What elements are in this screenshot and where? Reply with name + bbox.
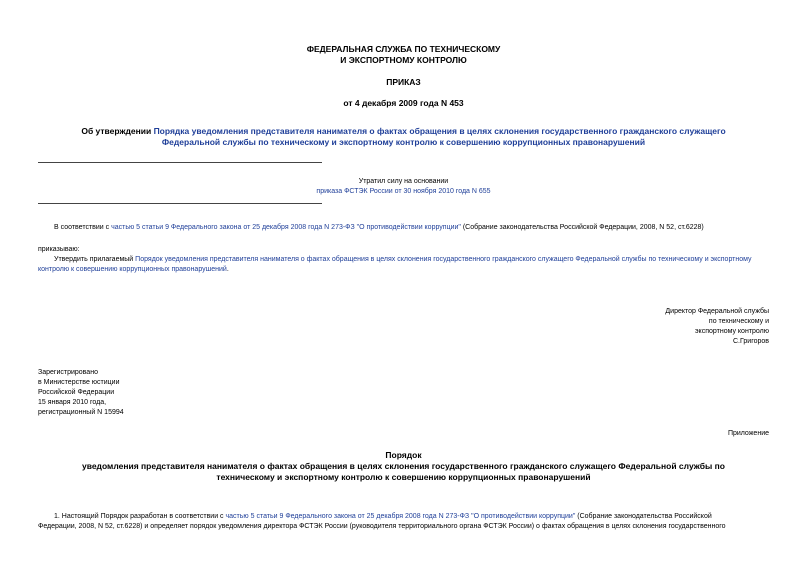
doc-type: ПРИКАЗ [386, 77, 421, 87]
order-word: приказываю: [38, 246, 80, 253]
agency-line-1: ФЕДЕРАЛЬНАЯ СЛУЖБА ПО ТЕХНИЧЕСКОМУ [306, 44, 501, 54]
divider-bottom [38, 203, 322, 204]
appendix-law-link[interactable]: частью 5 статьи 9 Федерального закона от 25 декабря 2008 года N 273-ФЗ "О противодействии коррупции" [225, 513, 576, 520]
signature-line-2: по техническому и [708, 318, 769, 325]
signature-line-1: Директор Федеральной службы [665, 308, 769, 315]
appendix-label: Приложение [727, 430, 769, 437]
repeal-link[interactable]: приказа ФСТЭК России от 30 ноября 2010 года N 655 [316, 188, 491, 195]
appendix-subtitle-line-1: уведомления представителя нанимателя о фактах обращения в целях склонения государственного гражданского служащего Федеральной службы по [81, 461, 725, 471]
signature-block [665, 307, 769, 347]
divider-top [38, 162, 322, 163]
registration-line-1: Зарегистрировано [38, 369, 98, 376]
title-link-line-1[interactable]: Порядка уведомления представителя нанимателя о фактах обращения в целях склонения государственного гражданского служащего [153, 126, 726, 136]
appendix-subtitle [40, 461, 767, 483]
appendix-paragraph-1 [38, 512, 769, 532]
appendix-p1-prefix: 1. Настоящий Порядок разработан в соответствии с [54, 513, 226, 520]
preamble-prefix: В соответствии с [54, 224, 112, 231]
appendix-p1-line-2: Федерации, 2008, N 52, ст.6228) и определяет порядок уведомления директора ФСТЭК России (руководителя территориального органа ФСТЭК России) о фактах обращения в целях склонения государственного [38, 523, 726, 530]
order-title [40, 126, 767, 148]
procedure-link-line-2[interactable]: контролю к совершению коррупционных правонарушений [38, 266, 227, 273]
registration-line-2: в Министерстве юстиции [38, 379, 120, 386]
procedure-link-line-1[interactable]: Порядок уведомления представителя нанимателя о фактах обращения в целях склонения государственного гражданского служащего Федеральной службы по техническому и экспортному [135, 256, 752, 263]
appendix-title: Порядок [385, 450, 422, 460]
repeal-text: Утратил силу на основании [358, 178, 449, 185]
title-link-line-2[interactable]: Федеральной службы по техническому и экспортному контролю к совершению коррупционных правонарушений [161, 137, 646, 147]
agency-name [0, 44, 807, 66]
signature-line-3: экспортному контролю [694, 328, 769, 335]
preamble-suffix: (Собрание законодательства Российской Федерации, 2008, N 52, ст.6228) [460, 224, 704, 231]
appendix-subtitle-line-2: техническому и экспортному контролю к совершению коррупционных правонарушений [216, 472, 591, 482]
doc-date: от 4 декабря 2009 года N 453 [343, 98, 464, 108]
registration-line-3: Российской Федерации [38, 389, 115, 396]
appendix-p1-suffix: (Собрание законодательства Российской [575, 513, 712, 520]
registration-number: регистрационный N 15994 [38, 409, 124, 416]
approve-prefix: Утвердить прилагаемый [54, 256, 136, 263]
registration-date: 15 января 2010 года, [38, 399, 107, 406]
registration-block [38, 368, 124, 418]
repeal-note [200, 177, 607, 197]
approve-paragraph [38, 255, 773, 275]
law-link[interactable]: частью 5 статьи 9 Федерального закона от 25 декабря 2008 года N 273-ФЗ "О противодействии коррупции" [111, 224, 461, 231]
preamble-paragraph [54, 223, 774, 233]
approve-suffix: . [226, 266, 229, 273]
agency-line-2: И ЭКСПОРТНОМУ КОНТРОЛЮ [340, 55, 467, 65]
signature-name: С.Григоров [733, 338, 769, 345]
title-prefix: Об утверждении [81, 126, 154, 136]
